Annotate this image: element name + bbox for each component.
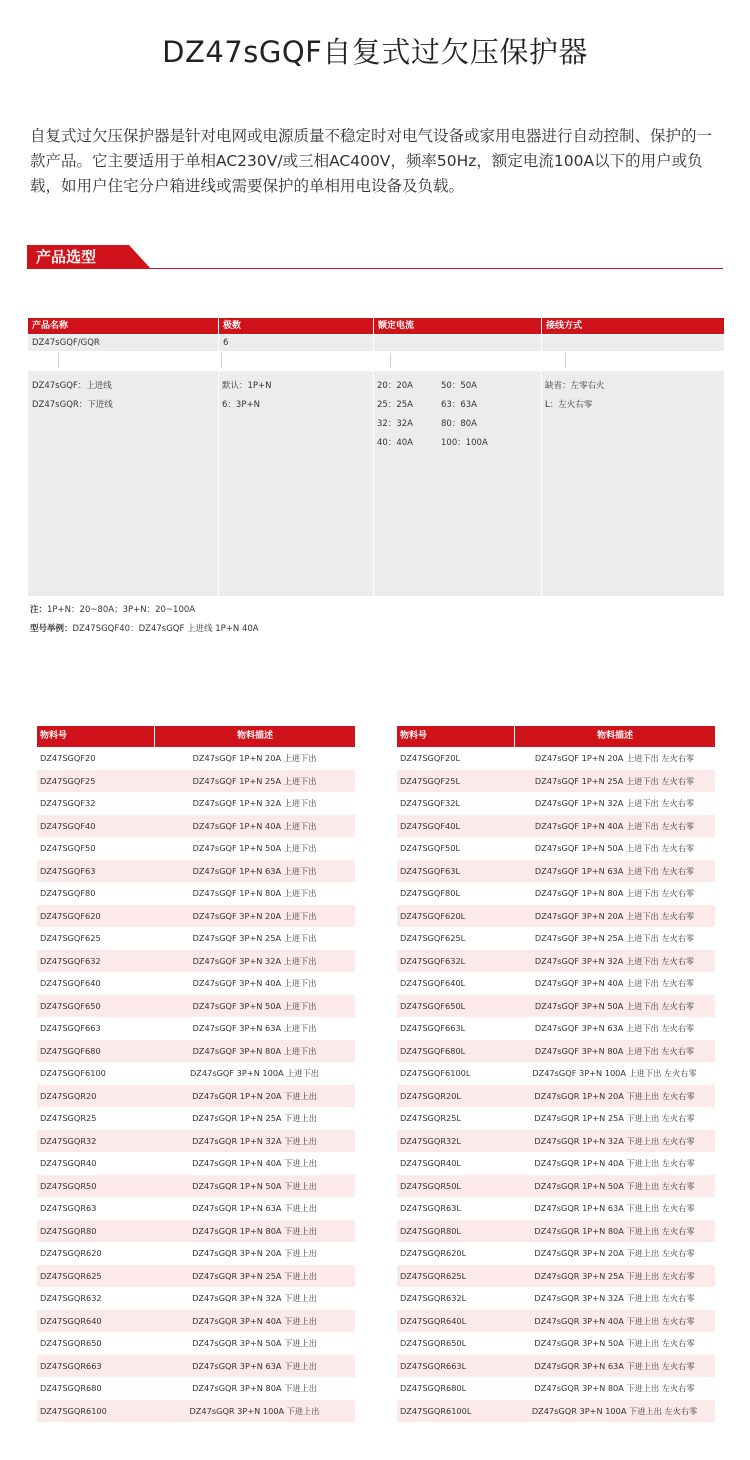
intro-paragraph: 自复式过欠压保护器是针对电网或电源质量不稳定时对电气设备或家用电器进行自动控制、保护的一款产品。它主要适用于单相AC230V/或三相AC400V，频率50Hz，额定电流100A以下的用户或负载，如用户住宅分户箱进线或需要保护的单相用电设备及负载。 (30, 127, 713, 195)
material-description: DZ47sGQF 3P+N 100A 上进下出 (189, 1068, 319, 1078)
material-description: DZ47sGQF 1P+N 25A 上进下出 (192, 775, 317, 786)
spec-current-item: 63：63A (441, 400, 477, 410)
material-number: DZ47SGQF663L (400, 1023, 466, 1033)
table-row (397, 1220, 715, 1243)
spec-wiring-line: 缺省：左零右火 (545, 381, 605, 391)
table-row (397, 1017, 715, 1040)
material-number: DZ47SGQR640 (40, 1315, 102, 1326)
example-line (30, 620, 259, 639)
spec-header-wiring: 接线方式 (541, 318, 724, 334)
table-header (37, 726, 355, 747)
material-description: DZ47sGQR 3P+N 63A 下进上出 (192, 1360, 317, 1371)
material-number: DZ47SGQF25L (400, 775, 461, 786)
spec-product-line: DZ47sGQR：下进线 (32, 400, 113, 410)
material-description: DZ47sGQF 1P+N 63A 上进下出 左火右零 (534, 865, 695, 876)
section-divider (27, 268, 723, 269)
material-description: DZ47sGQR 1P+N 25A 下进上出 (192, 1113, 317, 1123)
spec-connector-gap (28, 351, 724, 371)
spec-current-item: 50：50A (441, 381, 477, 391)
material-number: DZ47SGQR32L (400, 1135, 461, 1146)
spec-table (28, 318, 724, 596)
material-description: DZ47sGQF 3P+N 80A 上进下出 (192, 1045, 317, 1056)
page-title: DZ47sGQF自复式过欠压保护器 (162, 35, 588, 69)
material-number: DZ47SGQF632L (400, 955, 466, 966)
connector-tick (565, 353, 566, 368)
material-number: DZ47SGQR650 (40, 1338, 102, 1348)
table-row (397, 860, 715, 883)
connector-tick (390, 353, 391, 368)
material-description: DZ47sGQF 3P+N 20A 上进下出 (192, 910, 317, 921)
table-row (397, 950, 715, 973)
material-description: DZ47sGQR 3P+N 25A 下进上出 (192, 1270, 317, 1281)
material-number: DZ47SGQR6100 (40, 1405, 107, 1416)
table-header (397, 726, 715, 747)
material-number: DZ47SGQR50L (400, 1180, 461, 1191)
material-description: DZ47sGQF 1P+N 20A 上进下出 左火右零 (534, 753, 695, 763)
material-number: DZ47SGQR63L (400, 1203, 461, 1213)
table-row (397, 1242, 715, 1265)
spec-sub-poles: 6 (218, 335, 373, 351)
material-number: DZ47SGQR6100L (400, 1405, 472, 1416)
material-number: DZ47SGQR20L (400, 1090, 461, 1101)
material-description: DZ47sGQR 3P+N 32A 下进上出 左火右零 (534, 1293, 695, 1303)
example-label: 型号举例： (30, 624, 73, 634)
material-number: DZ47SGQR40 (40, 1158, 97, 1168)
table-row (37, 792, 355, 815)
table-row (397, 1040, 715, 1063)
spec-sub-wiring (541, 335, 724, 351)
material-number: DZ47SGQF50 (40, 843, 96, 853)
material-description: DZ47sGQF 1P+N 40A 上进下出 (192, 820, 317, 831)
header-material-no: 物料号 (40, 731, 68, 741)
table-row (397, 905, 715, 928)
material-number: DZ47SGQF625 (40, 933, 101, 943)
table-row (37, 1197, 355, 1220)
material-description: DZ47sGQR 1P+N 50A 下进上出 左火右零 (534, 1180, 695, 1191)
table-row (397, 1062, 715, 1085)
table-row (397, 995, 715, 1018)
material-description: DZ47sGQF 1P+N 50A 上进下出 (192, 843, 317, 853)
material-number: DZ47SGQR650L (400, 1338, 467, 1348)
header-material-desc: 物料描述 (514, 726, 715, 747)
spec-product-line: DZ47sGQF：上进线 (32, 381, 112, 391)
table-row (397, 1287, 715, 1310)
table-row (37, 1040, 355, 1063)
table-row (397, 747, 715, 770)
material-number: DZ47SGQR80 (40, 1225, 97, 1236)
column-divider (218, 371, 219, 596)
note-text: 1P+N：20~80A；3P+N：20~100A (47, 605, 196, 615)
material-number: DZ47SGQF625L (400, 933, 466, 943)
material-description: DZ47sGQF 3P+N 32A 上进下出 左火右零 (534, 955, 695, 966)
material-number: DZ47SGQR32 (40, 1135, 97, 1146)
material-description: DZ47sGQR 1P+N 32A 下进上出 左火右零 (534, 1135, 695, 1146)
material-description: DZ47sGQR 3P+N 50A 下进上出 (192, 1338, 317, 1348)
table-row (37, 747, 355, 770)
material-description: DZ47sGQF 3P+N 40A 上进下出 左火右零 (534, 978, 695, 988)
table-row (397, 815, 715, 838)
material-number: DZ47SGQF6100 (40, 1068, 106, 1078)
material-description: DZ47sGQR 1P+N 63A 下进上出 左火右零 (534, 1203, 695, 1213)
note-label: 注： (30, 605, 48, 615)
material-description: DZ47sGQR 1P+N 63A 下进上出 (192, 1203, 317, 1213)
table-row (37, 972, 355, 995)
table-row (397, 1355, 715, 1378)
material-number: DZ47SGQR25L (400, 1113, 461, 1123)
table-row (37, 1017, 355, 1040)
material-description: DZ47sGQR 1P+N 25A 下进上出 左火右零 (534, 1113, 695, 1123)
section-title: 产品选型 (27, 245, 129, 269)
material-description: DZ47sGQF 3P+N 100A 上进下出 左火右零 (532, 1068, 697, 1078)
material-description: DZ47sGQF 3P+N 63A 上进下出 (192, 1023, 317, 1033)
table-row (397, 1400, 715, 1423)
table-row (37, 882, 355, 905)
material-description: DZ47sGQF 3P+N 32A 上进下出 (192, 955, 317, 966)
material-number: DZ47SGQR40L (400, 1158, 461, 1168)
table-row (397, 1085, 715, 1108)
table-row (397, 1310, 715, 1333)
material-description: DZ47sGQF 1P+N 63A 上进下出 (192, 865, 317, 876)
material-number: DZ47SGQR63 (40, 1203, 97, 1213)
material-description: DZ47sGQF 3P+N 25A 上进下出 (192, 933, 317, 943)
material-description: DZ47sGQR 3P+N 20A 下进上出 左火右零 (534, 1248, 695, 1258)
connector-tick (221, 353, 222, 368)
material-description: DZ47sGQR 1P+N 20A 下进上出 (192, 1090, 317, 1101)
material-description: DZ47sGQR 1P+N 32A 下进上出 (192, 1135, 317, 1146)
spec-current-item: 20：20A (377, 381, 413, 391)
material-description: DZ47sGQF 3P+N 25A 上进下出 左火右零 (534, 933, 695, 943)
material-description: DZ47sGQR 1P+N 50A 下进上出 (192, 1180, 317, 1191)
spec-table-header (28, 318, 724, 334)
table-row (397, 837, 715, 860)
material-table-right (397, 726, 715, 1422)
table-row (37, 1130, 355, 1153)
material-description: DZ47sGQR 3P+N 80A 下进上出 左火右零 (534, 1383, 695, 1393)
spec-body (28, 371, 724, 596)
material-number: DZ47SGQF80L (400, 888, 461, 898)
material-table-left (37, 726, 355, 1422)
spec-sub-product: DZ47sGQF/GQR (32, 338, 100, 348)
material-description: DZ47sGQF 3P+N 50A 上进下出 (192, 1000, 317, 1011)
material-number: DZ47SGQR20 (40, 1090, 97, 1101)
note-line (30, 601, 259, 620)
material-number: DZ47SGQF25 (40, 775, 96, 786)
table-row (37, 1152, 355, 1175)
material-description: DZ47sGQF 3P+N 40A 上进下出 (192, 978, 317, 988)
table-row (397, 1197, 715, 1220)
section-header (27, 245, 723, 273)
material-number: DZ47SGQF40 (40, 820, 96, 831)
material-number: DZ47SGQR680L (400, 1383, 467, 1393)
material-number: DZ47SGQF680L (400, 1045, 466, 1056)
table-row (397, 792, 715, 815)
material-number: DZ47SGQR663 (40, 1360, 102, 1371)
material-description: DZ47sGQR 3P+N 40A 下进上出 (192, 1315, 317, 1326)
material-description: DZ47sGQF 1P+N 80A 上进下出 左火右零 (534, 888, 695, 898)
material-number: DZ47SGQR620 (40, 1248, 102, 1258)
material-number: DZ47SGQF40L (400, 820, 461, 831)
table-row (37, 1377, 355, 1400)
material-number: DZ47SGQF640 (40, 978, 101, 988)
header-material-desc: 物料描述 (154, 726, 355, 747)
material-number: DZ47SGQF63L (400, 865, 461, 876)
material-number: DZ47SGQF80 (40, 888, 96, 898)
material-number: DZ47SGQR663L (400, 1360, 467, 1371)
header-material-no: 物料号 (400, 731, 428, 741)
material-description: DZ47sGQR 3P+N 80A 下进上出 (192, 1383, 317, 1393)
notes (30, 601, 259, 639)
table-row (37, 1400, 355, 1423)
material-description: DZ47sGQF 1P+N 50A 上进下出 左火右零 (534, 843, 695, 853)
material-number: DZ47SGQR680 (40, 1383, 102, 1393)
material-number: DZ47SGQF6100L (400, 1068, 471, 1078)
table-row (37, 1107, 355, 1130)
material-description: DZ47sGQR 3P+N 32A 下进上出 (192, 1293, 317, 1303)
table-row (397, 882, 715, 905)
material-description: DZ47sGQR 3P+N 25A 下进上出 左火右零 (534, 1270, 695, 1281)
material-description: DZ47sGQF 3P+N 63A 上进下出 左火右零 (534, 1023, 695, 1033)
material-description: DZ47sGQF 3P+N 20A 上进下出 左火右零 (534, 910, 695, 921)
table-row (397, 1152, 715, 1175)
spec-current-item: 32：32A (377, 419, 413, 429)
table-row (37, 1287, 355, 1310)
spec-sub-row (28, 335, 724, 351)
material-description: DZ47sGQF 1P+N 80A 上进下出 (192, 888, 317, 898)
material-description: DZ47sGQR 3P+N 20A 下进上出 (192, 1248, 317, 1258)
spec-poles-line: 6：3P+N (222, 400, 260, 410)
table-row (37, 995, 355, 1018)
spec-current-item: 25：25A (377, 400, 413, 410)
material-number: DZ47SGQR50 (40, 1180, 97, 1191)
spec-wiring-line: L：左火右零 (545, 400, 593, 410)
spec-current-item: 80：80A (441, 419, 477, 429)
material-number: DZ47SGQF680 (40, 1045, 101, 1056)
material-description: DZ47sGQR 3P+N 50A 下进上出 左火右零 (534, 1338, 695, 1348)
material-number: DZ47SGQR632 (40, 1293, 102, 1303)
material-number: DZ47SGQF632 (40, 955, 101, 966)
material-description: DZ47sGQF 1P+N 32A 上进下出 (192, 798, 317, 808)
table-row (397, 1377, 715, 1400)
material-description: DZ47sGQR 1P+N 20A 下进上出 左火右零 (534, 1090, 695, 1101)
material-number: DZ47SGQF20L (400, 753, 461, 763)
material-description: DZ47sGQF 3P+N 80A 上进下出 左火右零 (534, 1045, 695, 1056)
column-divider (541, 371, 542, 596)
material-number: DZ47SGQR80L (400, 1225, 461, 1236)
material-number: DZ47SGQR625 (40, 1270, 102, 1281)
material-number: DZ47SGQR640L (400, 1315, 467, 1326)
material-number: DZ47SGQF32L (400, 798, 461, 808)
material-number: DZ47SGQR25 (40, 1113, 97, 1123)
table-row (37, 1175, 355, 1198)
table-row (37, 1085, 355, 1108)
table-row (397, 927, 715, 950)
material-number: DZ47SGQF20 (40, 753, 96, 763)
table-row (37, 1242, 355, 1265)
table-row (37, 770, 355, 793)
material-description: DZ47sGQF 1P+N 32A 上进下出 左火右零 (534, 798, 695, 808)
table-row (37, 815, 355, 838)
spec-header-product: 产品名称 (32, 321, 69, 331)
column-divider (373, 371, 374, 596)
material-description: DZ47sGQR 1P+N 80A 下进上出 左火右零 (534, 1225, 695, 1236)
table-row (37, 1265, 355, 1288)
material-number: DZ47SGQF640L (400, 978, 466, 988)
table-row (397, 1175, 715, 1198)
spec-sub-current (373, 335, 541, 351)
material-description: DZ47sGQR 3P+N 100A 下进上出 左火右零 (531, 1405, 698, 1416)
material-description: DZ47sGQR 3P+N 100A 下进上出 (189, 1405, 320, 1416)
material-number: DZ47SGQF63 (40, 865, 96, 876)
table-row (37, 860, 355, 883)
material-number: DZ47SGQF620 (40, 910, 101, 921)
table-row (37, 1062, 355, 1085)
spec-current-item: 100：100A (441, 438, 488, 448)
material-description: DZ47sGQF 1P+N 20A 上进下出 (192, 753, 317, 763)
material-number: DZ47SGQR625L (400, 1270, 467, 1281)
material-description: DZ47sGQF 3P+N 50A 上进下出 左火右零 (534, 1000, 695, 1011)
table-row (397, 972, 715, 995)
material-number: DZ47SGQF650 (40, 1000, 101, 1011)
material-description: DZ47sGQR 3P+N 40A 下进上出 左火右零 (534, 1315, 695, 1326)
table-row (37, 950, 355, 973)
table-row (37, 927, 355, 950)
material-description: DZ47sGQF 1P+N 40A 上进下出 左火右零 (534, 820, 695, 831)
material-description: DZ47sGQR 1P+N 40A 下进上出 左火右零 (534, 1158, 695, 1168)
table-row (37, 1332, 355, 1355)
material-number: DZ47SGQF32 (40, 798, 96, 808)
material-description: DZ47sGQR 1P+N 80A 下进上出 (192, 1225, 317, 1236)
material-description: DZ47sGQR 3P+N 63A 下进上出 左火右零 (534, 1360, 695, 1371)
table-row (37, 837, 355, 860)
connector-tick (58, 353, 59, 368)
table-row (397, 1107, 715, 1130)
material-number: DZ47SGQF50L (400, 843, 461, 853)
example-text: DZ47SGQF40：DZ47sGQF 上进线 1P+N 40A (72, 624, 259, 634)
material-description: DZ47sGQR 1P+N 40A 下进上出 (192, 1158, 317, 1168)
table-row (397, 1332, 715, 1355)
table-row (397, 1265, 715, 1288)
table-row (397, 1130, 715, 1153)
table-row (37, 905, 355, 928)
spec-header-current: 额定电流 (373, 318, 541, 334)
table-row (37, 1355, 355, 1378)
table-row (37, 1220, 355, 1243)
material-description: DZ47sGQF 1P+N 25A 上进下出 左火右零 (534, 775, 695, 786)
material-number: DZ47SGQF663 (40, 1023, 101, 1033)
table-row (397, 770, 715, 793)
spec-poles-line: 默认：1P+N (222, 381, 272, 391)
material-number: DZ47SGQF620L (400, 910, 466, 921)
material-number: DZ47SGQF650L (400, 1000, 466, 1011)
spec-header-poles: 极数 (218, 318, 373, 334)
material-number: DZ47SGQR620L (400, 1248, 467, 1258)
spec-current-item: 40：40A (377, 438, 413, 448)
material-number: DZ47SGQR632L (400, 1293, 467, 1303)
table-row (37, 1310, 355, 1333)
